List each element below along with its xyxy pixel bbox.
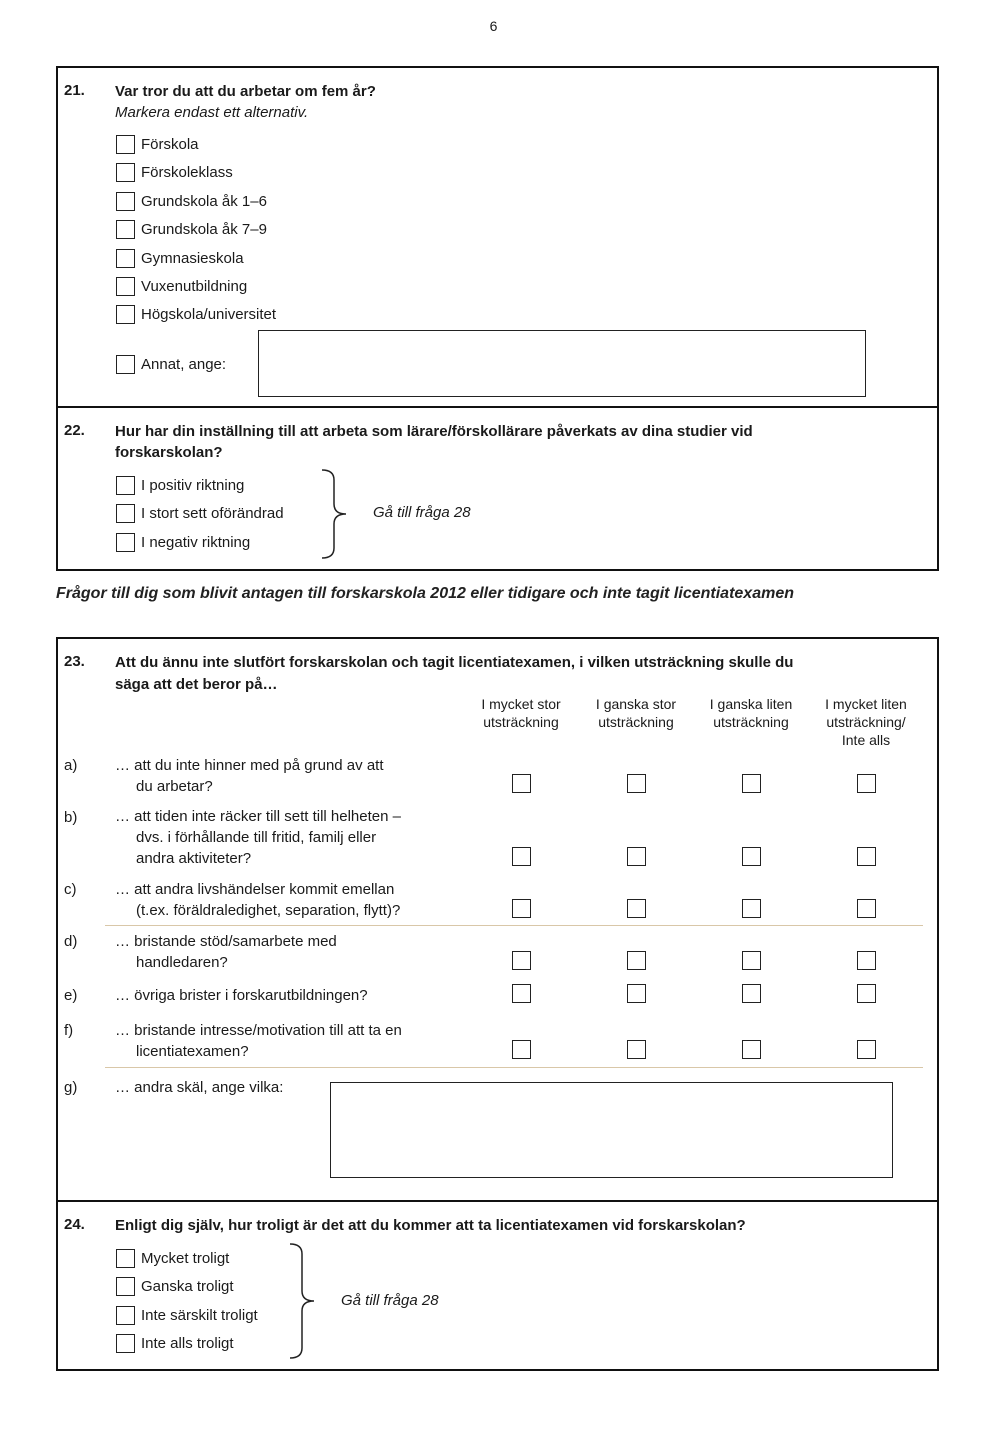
checkbox[interactable] — [116, 249, 135, 268]
option-label: Inte alls troligt — [141, 1334, 234, 1352]
row-c-checkbox-1[interactable] — [512, 899, 531, 918]
question-text: Enligt dig själv, hur troligt är det att du kommer att ta licentiatexamen vid forskarskolan? — [115, 1217, 746, 1234]
option-label: Grundskola åk 7–9 — [141, 220, 267, 238]
option-positiv[interactable] — [116, 475, 244, 495]
row-b-checkbox-2[interactable] — [627, 847, 646, 866]
option-label: Högskola/universitet — [141, 305, 277, 323]
question-24-box — [56, 1200, 939, 1371]
checkbox[interactable] — [116, 135, 135, 154]
option-label: Förskoleklass — [141, 163, 233, 181]
row-letter: a) — [64, 757, 78, 774]
option-gymnasieskola[interactable] — [116, 248, 244, 268]
option-oforandrad[interactable] — [116, 503, 284, 523]
checkbox[interactable] — [116, 1249, 135, 1268]
option-label: Grundskola åk 1–6 — [141, 192, 267, 210]
option-negativ[interactable] — [116, 532, 250, 552]
option-inte-sarskilt-troligt[interactable] — [116, 1305, 258, 1325]
goto-text: Gå till fråga 28 — [373, 504, 471, 521]
right-brace-icon — [320, 468, 352, 560]
option-grundskola-7-9[interactable] — [116, 219, 267, 239]
other-text-field[interactable] — [258, 330, 866, 397]
row-f-checkbox-4[interactable] — [857, 1040, 876, 1059]
option-label: Vuxenutbildning — [141, 277, 248, 295]
row-text-a: … att du inte hinner med på grund av att du arbetar? — [115, 757, 384, 795]
question-number: 24. — [64, 1216, 85, 1233]
row-e-checkbox-1[interactable] — [512, 984, 531, 1003]
row-f-checkbox-2[interactable] — [627, 1040, 646, 1059]
row-c-checkbox-4[interactable] — [857, 899, 876, 918]
option-label: Inte särskilt troligt — [141, 1306, 258, 1324]
option-label: Mycket troligt — [141, 1249, 230, 1267]
row-d-checkbox-4[interactable] — [857, 951, 876, 970]
row-letter: g) — [64, 1079, 78, 1096]
checkbox[interactable] — [116, 192, 135, 211]
option-hogskola[interactable] — [116, 304, 276, 324]
checkbox[interactable] — [116, 277, 135, 296]
option-mycket-troligt[interactable] — [116, 1248, 229, 1268]
question-text: Var tror du att du arbetar om fem år? — [115, 83, 376, 100]
question-22-box — [56, 406, 939, 571]
checkbox[interactable] — [116, 1277, 135, 1296]
checkbox[interactable] — [116, 355, 135, 374]
divider-line — [105, 1067, 923, 1068]
option-forskoleklass[interactable] — [116, 162, 233, 182]
row-c-checkbox-2[interactable] — [627, 899, 646, 918]
row-e-checkbox-2[interactable] — [627, 984, 646, 1003]
option-label: Ganska troligt — [141, 1277, 234, 1295]
row-letter: f) — [64, 1022, 74, 1039]
column-header-2: I ganska stor utsträckning — [595, 696, 677, 730]
question-text-line1: Att du ännu inte slutfört forskarskolan och tagit licentiatexamen, i vilken utsträckning skulle du — [115, 654, 794, 671]
row-f-checkbox-1[interactable] — [512, 1040, 531, 1059]
row-text-d: … bristande stöd/samarbete med handledaren? — [115, 933, 337, 971]
row-e-checkbox-4[interactable] — [857, 984, 876, 1003]
question-number: 21. — [64, 82, 85, 99]
option-grundskola-1-6[interactable] — [116, 191, 267, 211]
option-label: I positiv riktning — [141, 476, 245, 494]
option-inte-alls-troligt[interactable] — [116, 1333, 234, 1353]
row-d-checkbox-1[interactable] — [512, 951, 531, 970]
checkbox[interactable] — [116, 504, 135, 523]
row-b-checkbox-4[interactable] — [857, 847, 876, 866]
column-header-3: I ganska liten utsträckning — [709, 696, 793, 730]
option-vuxenutbildning[interactable] — [116, 276, 247, 296]
row-text-g: … andra skäl, ange vilka: — [115, 1079, 284, 1096]
row-letter: e) — [64, 987, 78, 1004]
question-number: 23. — [64, 653, 85, 670]
option-ganska-troligt[interactable] — [116, 1276, 234, 1296]
row-f-checkbox-3[interactable] — [742, 1040, 761, 1059]
option-label: Förskola — [141, 135, 199, 153]
row-d-checkbox-3[interactable] — [742, 951, 761, 970]
row-a-checkbox-4[interactable] — [857, 774, 876, 793]
checkbox[interactable] — [116, 533, 135, 552]
option-annat[interactable] — [116, 354, 226, 374]
row-text-e: … övriga brister i forskarutbildningen? — [115, 987, 368, 1004]
option-label: I negativ riktning — [141, 533, 251, 551]
row-text-c: … att andra livshändelser kommit emellan (t.ex. föräldraledighet, separation, flytt)? — [115, 881, 401, 919]
other-reasons-text-field[interactable] — [330, 1082, 893, 1178]
checkbox[interactable] — [116, 220, 135, 239]
question-text-line1: Hur har din inställning till att arbeta som lärare/förskollärare påverkats av dina studier vid — [115, 423, 753, 440]
checkbox[interactable] — [116, 1334, 135, 1353]
checkbox[interactable] — [116, 305, 135, 324]
instruction-text: Markera endast ett alternativ. — [115, 104, 309, 121]
question-21-box — [56, 66, 939, 408]
divider-line — [105, 925, 923, 926]
row-d-checkbox-2[interactable] — [627, 951, 646, 970]
row-a-checkbox-1[interactable] — [512, 774, 531, 793]
row-c-checkbox-3[interactable] — [742, 899, 761, 918]
question-23-box — [56, 637, 939, 1202]
row-letter: d) — [64, 933, 78, 950]
checkbox[interactable] — [116, 163, 135, 182]
row-letter: c) — [64, 881, 77, 898]
right-brace-icon — [288, 1242, 320, 1360]
row-a-checkbox-2[interactable] — [627, 774, 646, 793]
option-label: Annat, ange: — [141, 355, 227, 373]
checkbox[interactable] — [116, 1306, 135, 1325]
row-b-checkbox-1[interactable] — [512, 847, 531, 866]
option-label: Gymnasieskola — [141, 249, 244, 267]
row-b-checkbox-3[interactable] — [742, 847, 761, 866]
option-label: I stort sett oförändrad — [141, 504, 284, 522]
option-forskola[interactable] — [116, 134, 199, 154]
row-letter: b) — [64, 809, 78, 826]
row-text-b: … att tiden inte räcker till sett till helheten – dvs. i förhållande till fritid, familj eller andra aktiviteter? — [115, 808, 401, 867]
row-e-checkbox-3[interactable] — [742, 984, 761, 1003]
row-a-checkbox-3[interactable] — [742, 774, 761, 793]
row-text-f: … bristande intresse/motivation till att ta en licentiatexamen? — [115, 1022, 402, 1060]
section-heading: Frågor till dig som blivit antagen till forskarskola 2012 eller tidigare och inte tagit licentiatexamen — [56, 585, 794, 602]
checkbox[interactable] — [116, 476, 135, 495]
goto-text: Gå till fråga 28 — [341, 1292, 439, 1309]
question-number: 22. — [64, 422, 85, 439]
column-header-1: I mycket stor utsträckning — [481, 696, 561, 730]
question-text-line2: forskarskolan? — [115, 444, 223, 461]
page-number: 6 — [489, 18, 498, 34]
column-header-4: I mycket liten utsträckning/ Inte alls — [825, 696, 907, 748]
question-text-line2: säga att det beror på… — [115, 676, 278, 693]
